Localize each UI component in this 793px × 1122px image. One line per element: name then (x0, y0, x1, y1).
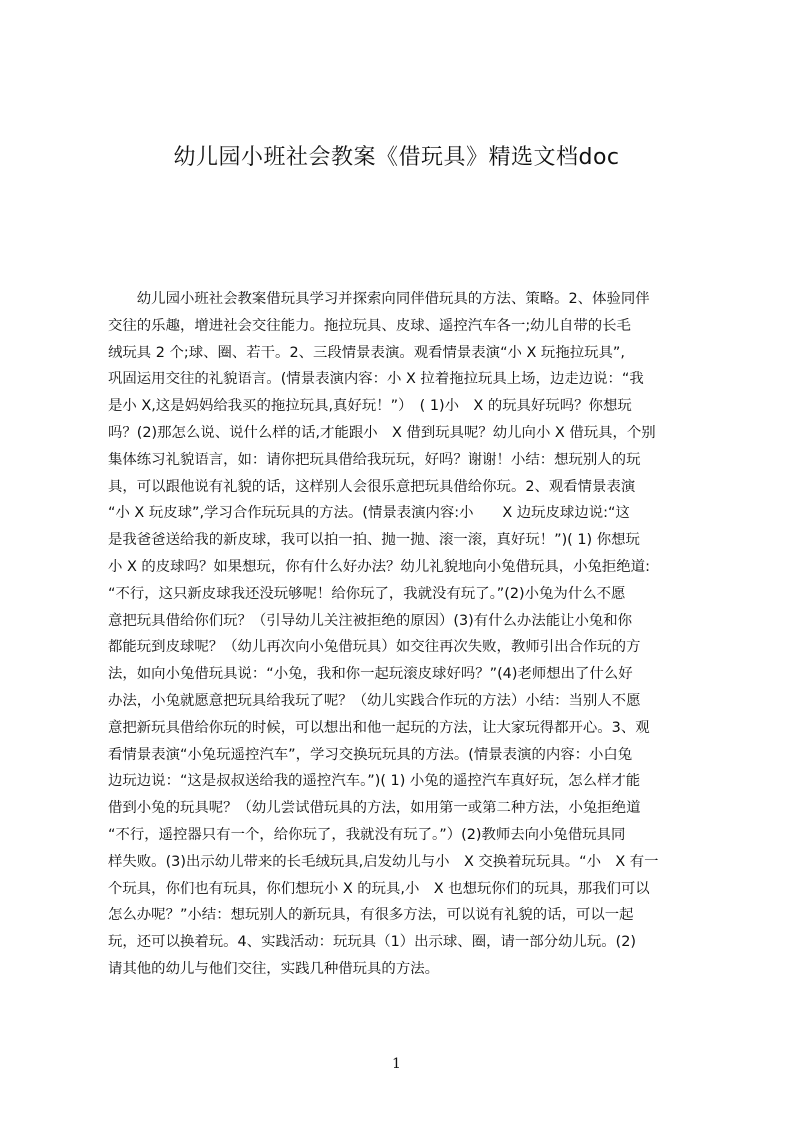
body-line: 意把玩具借给你们玩？（引导幼儿关注被拒绝的原因）(3)有什么办法能让小兔和你 (108, 612, 633, 629)
body-line: 意把新玩具借给你玩的时候，可以想出和他一起玩的方法，让大家玩得都开心。3、观 (108, 719, 650, 736)
document-title: 幼儿园小班社会教案《借玩具》精选文档doc (173, 145, 620, 170)
body-line: 集体练习礼貌语言，如：请你把玩具借给我玩玩，好吗？谢谢！小结：想玩别人的玩 (108, 451, 641, 468)
body-line: 法，如向小兔借玩具说：“小兔，我和你一起玩滚皮球好吗？”(4)老师想出了什么好 (108, 666, 633, 683)
document-body (108, 286, 708, 983)
body-line: “不行，遥控器只有一个，给你玩了，我就没有玩了。”）(2)教师去向小兔借玩具同 (108, 826, 626, 843)
body-line: 是我爸爸送给我的新皮球，我可以拍一拍、抛一抛、滚一滚，真好玩！”)( 1) 你想玩 (108, 532, 640, 549)
body-line: 办法，小兔就愿意把玩具给我玩了呢？（幼儿实践合作玩的方法）小结：当别人不愿 (108, 692, 641, 709)
body-line: 怎么办呢？”小结：想玩别人的新玩具，有很多方法，可以说有礼貌的话，可以一起 (108, 907, 634, 924)
body-line: “不行，这只新皮球我还没玩够呢！给你玩了，我就没有玩了。”(2)小兔为什么不愿 (108, 585, 626, 602)
body-line: 巩固运用交往的礼貌语言。(情景表演内容：小 X 拉着拖拉玩具上场，边走边说：“我 (108, 371, 644, 388)
body-line: 借到小兔的玩具呢？（幼儿尝试借玩具的方法，如用第一或第二种方法，小兔拒绝道 (108, 800, 641, 817)
body-line: 请其他的幼儿与他们交往，实践几种借玩具的方法。 (108, 960, 439, 977)
body-line: 吗？(2)那怎么说、说什么样的话,才能跟小 X 借到玩具呢？幼儿向小 X 借玩具，个别 (108, 424, 656, 441)
page-number: 1 (392, 1056, 401, 1072)
body-line: 玩，还可以换着玩。4、实践活动：玩玩具（1）出示球、圈，请一部分幼儿玩。(2) (108, 934, 636, 951)
body-line: 小 X 的皮球吗？如果想玩，你有什么好办法？幼儿礼貌地向小兔借玩具，小兔拒绝道: (108, 558, 650, 575)
body-line: “小 X 玩皮球”,学习合作玩玩具的方法。(情景表演内容:小 X 边玩皮球边说:“这 (108, 505, 630, 522)
body-line: 具，可以跟他说有礼貌的话，这样别人会很乐意把玩具借给你玩。2、观看情景表演 (108, 478, 636, 495)
body-line: 都能玩到皮球呢？（幼儿再次向小兔借玩具）如交往再次失败，教师引出合作玩的方 (108, 639, 641, 656)
body-line: 交往的乐趣，增进社会交往能力。拖拉玩具、皮球、遥控汽车各一;幼儿自带的长毛 (108, 317, 631, 334)
body-line: 个玩具，你们也有玩具，你们想玩小 X 的玩具,小 X 也想玩你们的玩具，那我们可以 (108, 880, 650, 897)
body-line: 绒玩具 2 个;球、圈、若干。2、三段情景表演。观看情景表演“小 X 玩拖拉玩具”, (108, 344, 625, 361)
body-line: 看情景表演“小兔玩遥控汽车”，学习交换玩玩具的方法。(情景表演的内容：小白兔 (108, 746, 633, 763)
body-line: 边玩边说：“这是叔叔送给我的遥控汽车。”)( 1) 小兔的遥控汽车真好玩，怎么样才能 (108, 773, 641, 790)
body-line: 是小 X,这是妈妈给我买的拖拉玩具,真好玩！”） ( 1)小 X 的玩具好玩吗？你想玩 (108, 398, 632, 415)
body-line: 样失败。(3)出示幼儿带来的长毛绒玩具,启发幼儿与小 X 交换着玩玩具。“小 X 有一 (108, 853, 659, 870)
body-line: 幼儿园小班社会教案借玩具学习并探索向同伴借玩具的方法、策略。2、体验同伴 (108, 291, 650, 307)
